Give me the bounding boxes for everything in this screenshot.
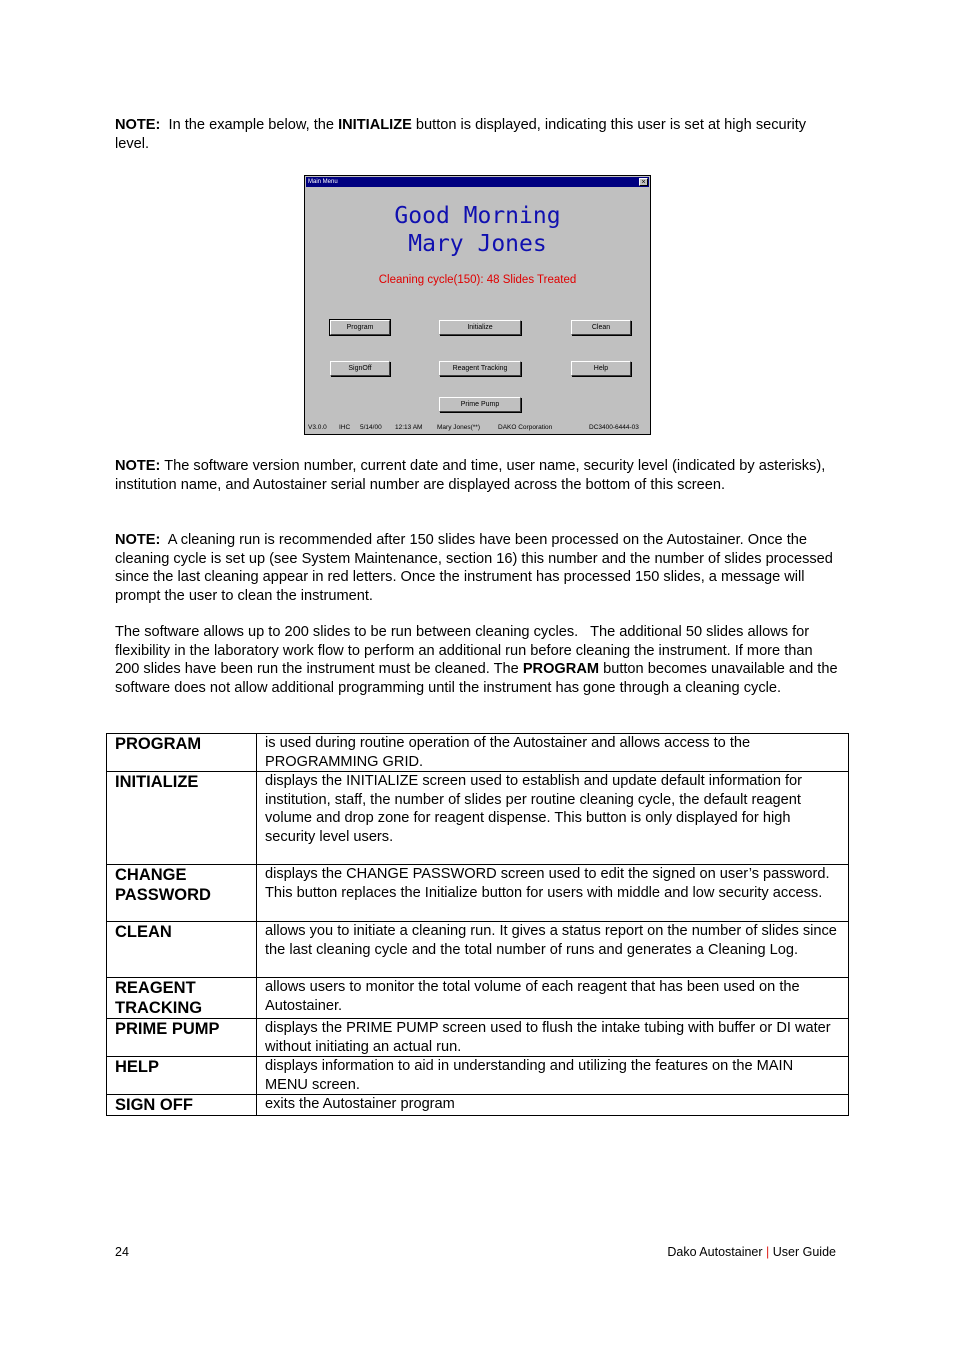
footer-separator: | (766, 1245, 770, 1259)
program-button[interactable]: Program (330, 320, 390, 335)
table-row (107, 1095, 849, 1116)
footer-doc: User Guide (772, 1245, 836, 1259)
close-icon[interactable]: × (639, 178, 648, 186)
table-row (107, 734, 849, 772)
description-cell: allows you to initiate a cleaning run. It gives a status report on the number of slides since the last cleaning cycle and the total number of runs and generates a Cleaning Log. (257, 922, 849, 978)
term-cell: CLEAN (107, 922, 257, 978)
status-bar (306, 423, 649, 433)
term-cell: PRIME PUMP (107, 1019, 257, 1057)
status-version: V3.0.0 (308, 424, 327, 431)
note-cleaning-run: NOTE: A cleaning run is recommended after 150 slides have been processed on the Autostainer. Once the cleaning cycle is set up (see System Maintenance, section 16) this number and the number of slides processed since the last cleaning appear in red letters. Once the instrument has processed 150 slides, a message will prompt the user to clean the instrument. (115, 532, 837, 604)
term-cell: REAGENT TRACKING (107, 978, 257, 1019)
status-user: Mary Jones(**) (437, 424, 480, 431)
window-title: Main Menu (308, 179, 338, 185)
initialize-button[interactable]: Initialize (439, 320, 521, 335)
term-cell: CHANGE PASSWORD (107, 865, 257, 922)
status-serial: DC3400-6444-03 (589, 424, 639, 431)
footer-title (667, 1245, 836, 1259)
description-cell: displays the PRIME PUMP screen used to flush the intake tubing with buffer or DI water without initiating an actual run. (257, 1019, 849, 1057)
clean-button[interactable]: Clean (571, 320, 631, 335)
term-cell: PROGRAM (107, 734, 257, 772)
status-date: 5/14/00 (360, 424, 382, 431)
description-cell: displays information to aid in understanding and utilizing the features on the MAIN MENU screen. (257, 1057, 849, 1095)
signoff-button[interactable]: SignOff (330, 361, 390, 376)
help-button[interactable]: Help (571, 361, 631, 376)
paragraph-slide-limit: The software allows up to 200 slides to be run between cleaning cycles. The additional 50 slides allows for flexibility in the laboratory work flow to perform an additional run before cleaning the instrument. If more than 200 slides have been run the instrument must be cleaned. The PROGRAM button becomes unavailable and the software does not allow additional programming until the instrument has gone through a cleaning cycle. (115, 624, 838, 696)
table-row (107, 1057, 849, 1095)
status-institution: DAKO Corporation (498, 424, 553, 431)
note-version-info: NOTE: The software version number, current date and time, user name, security level (indicated by asterisks), institution name, and Autostainer serial number are displayed across the bottom of this screen. (115, 458, 826, 493)
description-cell: displays the INITIALIZE screen used to establish and update default information for institution, staff, the number of slides per routine cleaning cycle, the default reagent volume and drop zone for reagent dispense. This button is only displayed for high security level users. (257, 772, 849, 865)
table-row (107, 978, 849, 1019)
table-row (107, 865, 849, 922)
reagent-tracking-button[interactable]: Reagent Tracking (439, 361, 521, 376)
cleaning-cycle-message: Cleaning cycle(150): 48 Slides Treated (378, 274, 577, 286)
footer-brand: Dako Autostainer (667, 1245, 763, 1259)
status-mode: IHC (339, 424, 351, 431)
greeting-line-2: Mary Jones (408, 231, 547, 257)
prime-pump-button[interactable]: Prime Pump (439, 397, 521, 412)
description-cell: allows users to monitor the total volume of each reagent that has been used on the Autostainer. (257, 978, 849, 1019)
table-row (107, 1019, 849, 1057)
status-time: 12:13 AM (395, 424, 423, 431)
table-row (107, 922, 849, 978)
greeting-line-1: Good Morning (394, 203, 561, 229)
page-number: 24 (115, 1245, 129, 1259)
term-cell: HELP (107, 1057, 257, 1095)
description-cell: displays the CHANGE PASSWORD screen used to edit the signed on user’s password. This button replaces the Initialize button for users with middle and low security access. (257, 865, 849, 922)
window-titlebar (306, 177, 649, 187)
main-menu-window (304, 175, 651, 435)
description-cell: is used during routine operation of the Autostainer and allows access to the PROGRAMMING GRID. (257, 734, 849, 772)
term-cell: SIGN OFF (107, 1095, 257, 1116)
table-row (107, 772, 849, 865)
description-cell: exits the Autostainer program (257, 1095, 849, 1116)
button-glossary-table (106, 733, 849, 1116)
note-initialize: NOTE: In the example below, the INITIALIZE button is displayed, indicating this user is set at high security level. (115, 117, 807, 152)
term-cell: INITIALIZE (107, 772, 257, 865)
